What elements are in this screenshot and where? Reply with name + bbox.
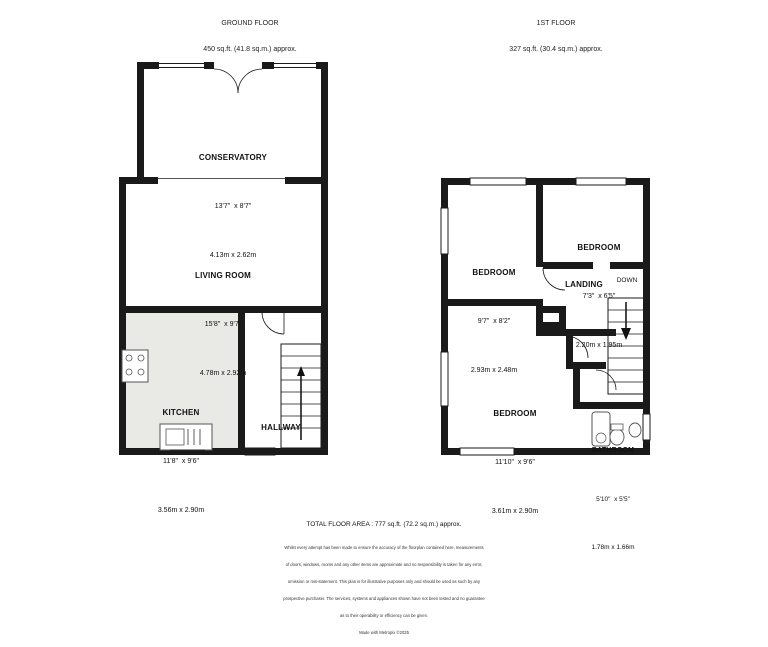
conservatory-name: CONSERVATORY — [198, 153, 268, 162]
living-room-name: LIVING ROOM — [195, 271, 251, 280]
bedroom2-name: BEDROOM — [577, 243, 621, 252]
bathroom-imperial: 5'10" x 5'5" — [596, 495, 630, 503]
room-label-kitchen — [126, 368, 236, 556]
first-floor-title-line2: 327 sq.ft. (30.4 sq.m.) approx. — [509, 45, 603, 53]
room-label-landing: LANDING — [565, 280, 603, 289]
kitchen-name: KITCHEN — [162, 408, 200, 417]
bathroom-metric: 1.78m x 1.66m — [591, 543, 635, 551]
bedroom2-metric: 2.20m x 1.95m — [575, 341, 623, 349]
ground-floor-title-line1: GROUND FLOOR — [221, 19, 279, 27]
bedroom3-metric: 3.61m x 2.90m — [491, 507, 539, 515]
room-label-bathroom — [573, 407, 653, 592]
bathroom-name: BATHROOM — [591, 447, 635, 454]
disclaimer-line-3: omission or mis-statement. This plan is for illustrative purposes only and should be used as such by any — [287, 579, 481, 585]
kitchen-metric: 3.56m x 2.90m — [157, 506, 205, 514]
ground-floor-title-line2: 450 sq.ft. (41.8 sq.m.) approx. — [203, 45, 297, 53]
first-floor-title-line1: 1ST FLOOR — [536, 19, 576, 27]
bedroom3-name: BEDROOM — [493, 409, 537, 418]
made-with-credit: Made with Metropix ©2025 — [359, 630, 409, 636]
conservatory-metric: 4.13m x 2.62m — [209, 251, 257, 259]
bedroom1-name: BEDROOM — [472, 268, 516, 277]
disclaimer — [234, 534, 534, 647]
disclaimer-line-4: prospective purchaser. The services, systems and appliances shown have not been tested and no guarantee — [283, 596, 485, 602]
room-label-bedroom-2 — [552, 203, 646, 391]
conservatory-imperial: 13'7" x 8'7" — [214, 203, 252, 210]
living-room-imperial: 15'8" x 9'7" — [204, 321, 242, 328]
stairs-down-label: DOWN — [616, 277, 638, 284]
bedroom2-imperial: 7'3" x 6'5" — [582, 293, 616, 300]
disclaimer-line-5: as to their operability or efficiency can be given. — [339, 613, 429, 619]
disclaimer-line-1: Whilst every attempt has been made to ensure the accuracy of the floorplan contained here, measurements — [284, 545, 484, 551]
room-label-hallway: HALLWAY — [261, 423, 301, 432]
kitchen-imperial: 11'8" x 9'6" — [163, 458, 199, 465]
disclaimer-line-2: of doors, windows, rooms and any other items are approximate and no responsibility is taken for any error, — [285, 562, 483, 568]
bedroom3-imperial: 11'10" x 9'6" — [495, 459, 535, 466]
bedroom1-imperial: 9'7" x 8'2" — [477, 318, 511, 325]
bedroom1-metric: 2.93m x 2.48m — [470, 366, 518, 374]
living-room-metric: 4.78m x 2.92m — [199, 369, 247, 377]
total-floor-area: TOTAL FLOOR AREA : 777 sq.ft. (72.2 sq.m.) approx. — [306, 521, 462, 528]
